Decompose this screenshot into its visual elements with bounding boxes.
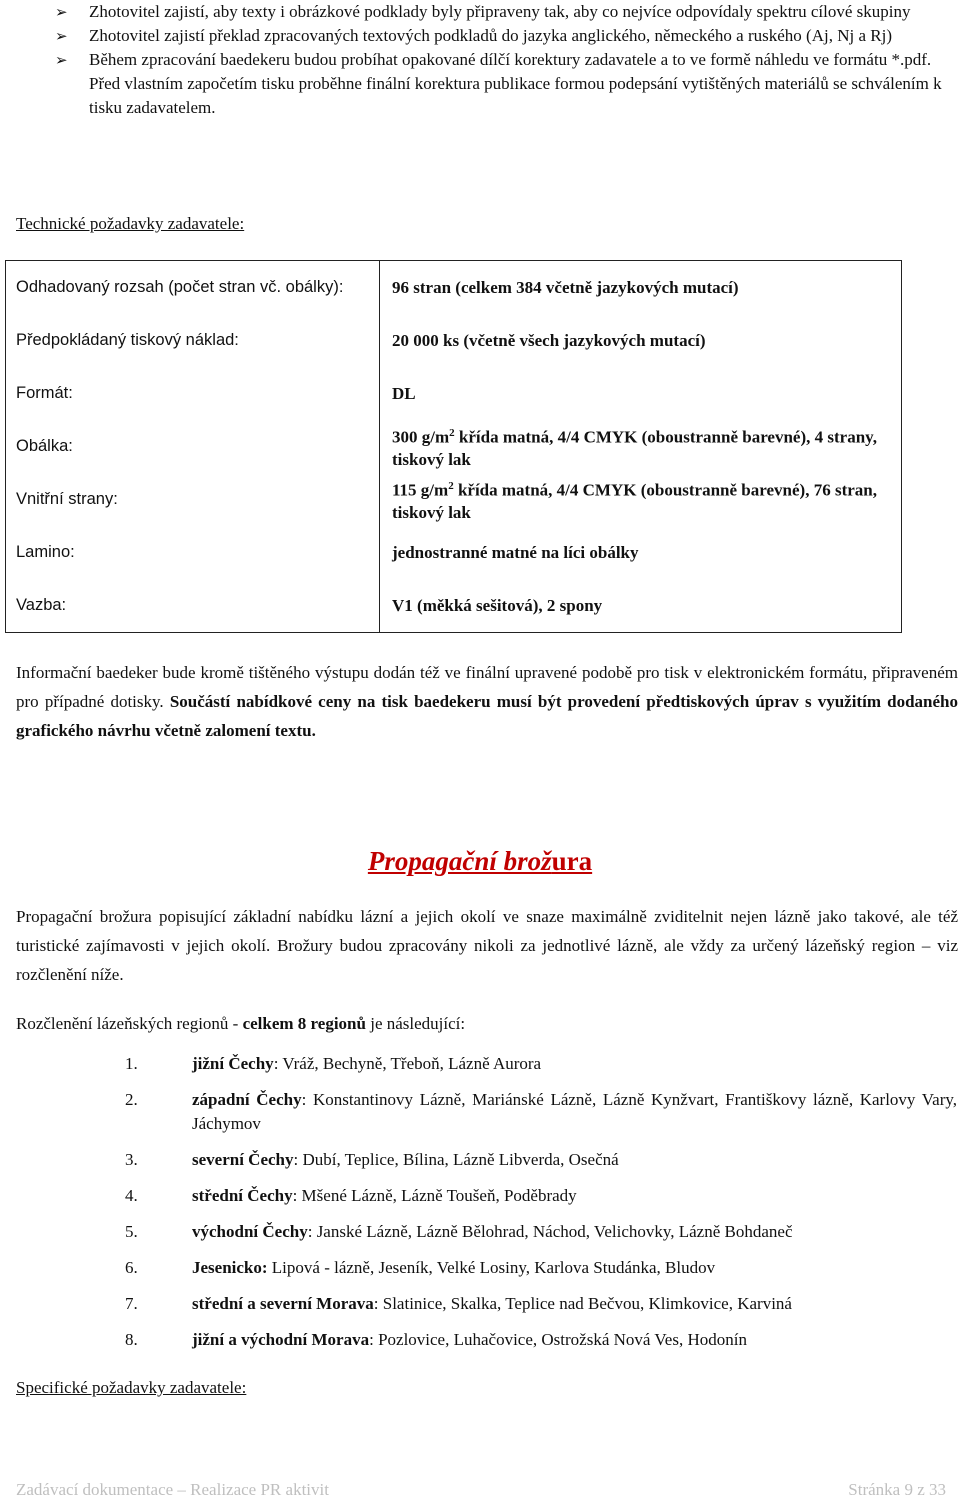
spec-table <box>5 260 902 633</box>
region-item: 7. střední a severní Morava: Slatinice, Skalka, Teplice nad Bečvou, Klimkovice, Karviná <box>125 1294 792 1313</box>
regions-list <box>125 1052 957 1364</box>
spec-value: 96 stran (celkem 384 včetně jazykových mutací) <box>392 277 739 297</box>
spec-label: Vnitřní strany: <box>16 490 118 508</box>
bullet-item <box>55 48 960 120</box>
region-item: 2. západní Čechy: Konstantinovy Lázně, Mariánské Lázně, Lázně Kynžvart, Františkovy lázně, Karlovy Vary, Jáchymov <box>125 1090 957 1133</box>
region-item: 8. jižní a východní Morava: Pozlovice, Luhačovice, Ostrožská Nová Ves, Hodonín <box>125 1330 747 1349</box>
bullet-text: Během zpracování baedekeru budou probíhat opakované dílčí korektury zadavatele a to ve formě náhledu ve formátu *.pdf. Před vlastním započetím tisku proběhne finální korektura publikace formou podepsání vytištěných materiálů se schválením k tisku zadavatelem. <box>89 50 942 117</box>
region-item: 4. střední Čechy: Mšené Lázně, Lázně Toušeň, Poděbrady <box>125 1186 577 1205</box>
spec-label: Formát: <box>16 384 73 402</box>
spec-values-cell <box>380 261 902 633</box>
bullet-text: Zhotovitel zajistí překlad zpracovaných textových podkladů do jazyka anglického, německého a ruského (Aj, Nj a Rj) <box>89 26 892 45</box>
spec-label: Obálka: <box>16 437 73 455</box>
spec-value: 300 $g/m^2$ křída matná, 4/4 CMYK (oboustranně barevné), 4 strany, tiskový lak <box>392 427 877 469</box>
specific-requirements-title: Specifické požadavky zadavatele: <box>16 1378 247 1397</box>
regions-intro: Rozčlenění lázeňských regionů - celkem 8 regionů je následující: <box>16 1014 466 1033</box>
region-item: 6. Jesenicko: Lipová - lázně, Jeseník, Velké Losiny, Karlova Studánka, Bludov <box>125 1258 716 1277</box>
spec-value: 20 000 ks (včetně všech jazykových mutací) <box>392 330 706 350</box>
region-item: 5. východní Čechy: Janské Lázně, Lázně Bělohrad, Náchod, Velichovky, Lázně Bohdaneč <box>125 1222 793 1241</box>
spec-label: Vazba: <box>16 596 67 614</box>
brochure-heading: Propagační brožura <box>367 846 593 876</box>
bullet-text: Zhotovitel zajistí, aby texty i obrázkové podklady byly připraveny tak, aby co nejvíce odpovídaly spektru cílové skupiny <box>89 2 911 21</box>
page-footer <box>16 1480 946 1500</box>
spec-label: Odhadovaný rozsah (počet stran vč. obálky): <box>16 278 344 296</box>
bullet-list <box>55 0 960 120</box>
technical-requirements-title: Technické požadavky zadavatele: <box>16 214 245 233</box>
bullet-item <box>55 0 960 24</box>
footer-document-title: Zadávací dokumentace – Realizace PR aktivit <box>16 1480 329 1499</box>
baedeker-paragraph: Informační baedeker bude kromě tištěného výstupu dodán též ve finální upravené podobě pro tisk v elektronickém formátu, připraveném pro případné dotisky. Součástí nabídkové ceny na tisk baedekeru musí být provedení předtiskových úprav s využitím dodaného grafického návrhu včetně zalomení textu. <box>16 663 958 740</box>
spec-value: V1 (měkká sešitová), 2 spony <box>392 595 603 615</box>
spec-labels-cell <box>6 261 380 633</box>
brochure-paragraph: Propagační brožura popisující základní nabídku lázní a jejich okolí ve snaze maximálně zviditelnit nejen lázně jako takové, ale též turistické zajímavosti v jejich okolí. Brožury budou zpracovány nikoli za jednotlivé lázně, ale vždy za určený lázeňský region – viz rozčlenění níže. <box>16 907 958 984</box>
footer-page-number: Stránka 9 z 33 <box>848 1480 946 1499</box>
spec-table-row <box>6 261 902 633</box>
region-item: 3. severní Čechy: Dubí, Teplice, Bílina, Lázně Libverda, Osečná <box>125 1150 619 1169</box>
spec-value: 115 $g/m^2$ křída matná, 4/4 CMYK (oboustranně barevné), 76 stran, tiskový lak <box>392 480 877 522</box>
arrow-bullet-icon: ➢ <box>55 3 68 21</box>
region-item: 1. jižní Čechy: Vráž, Bechyně, Třeboň, Lázně Aurora <box>125 1054 542 1073</box>
bullet-item <box>55 24 960 48</box>
arrow-bullet-icon: ➢ <box>55 51 68 69</box>
spec-value: DL <box>392 383 416 403</box>
spec-label: Lamino: <box>16 543 75 561</box>
spec-label: Předpokládaný tiskový náklad: <box>16 331 239 349</box>
arrow-bullet-icon: ➢ <box>55 27 68 45</box>
spec-value: jednostranné matné na líci obálky <box>392 542 639 562</box>
